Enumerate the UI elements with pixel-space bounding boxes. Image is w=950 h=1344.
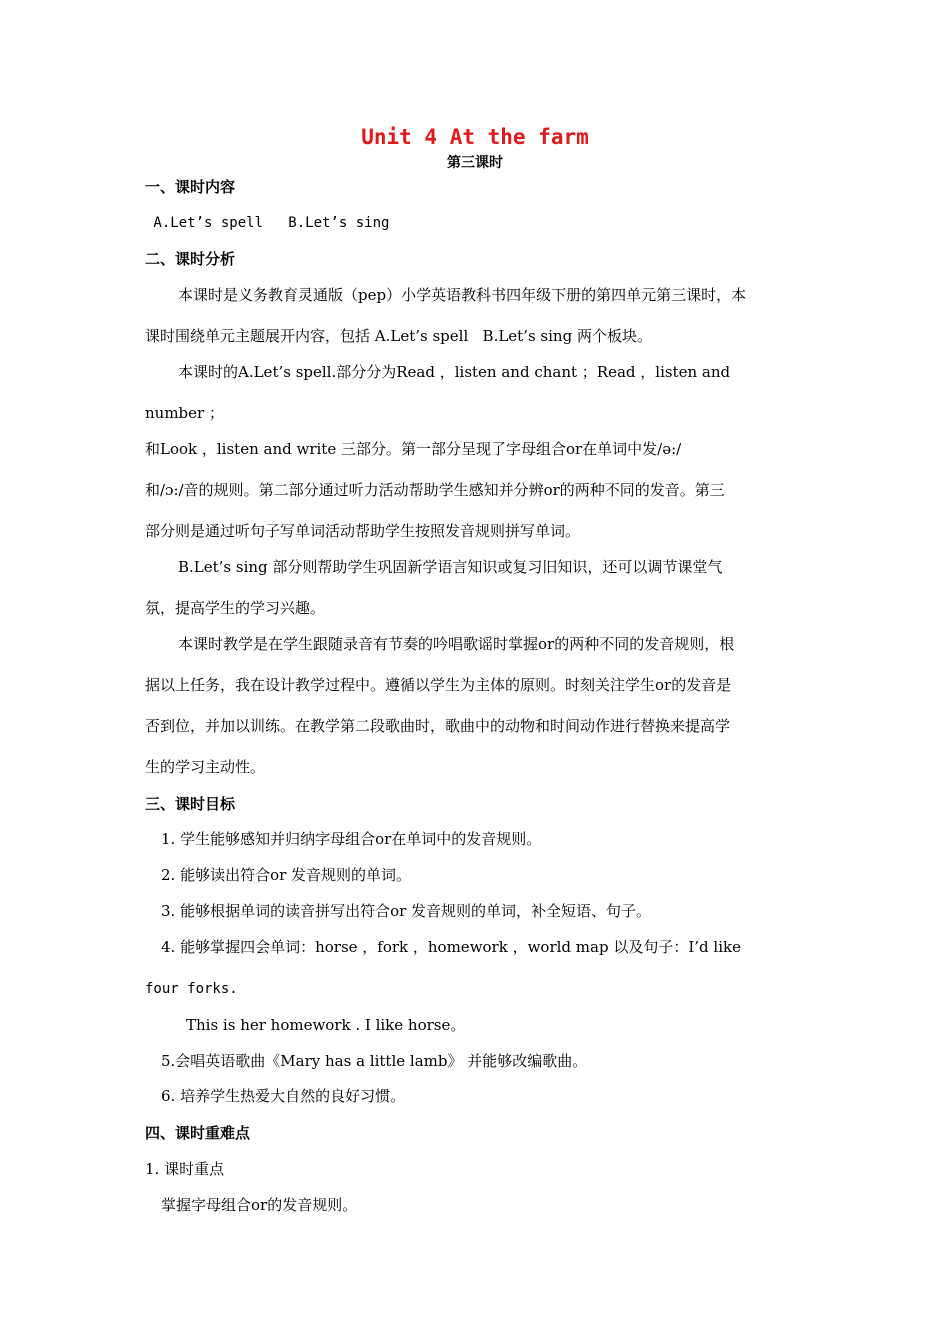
objective-item: 2. 能够读出符合or 发音规则的单词。 [161, 866, 412, 884]
paragraph-line: 部分则是通过听句子写单词活动帮助学生按照发音规则拼写单词。 [145, 522, 581, 540]
section-heading-content: 一、课时内容 [145, 178, 236, 196]
paragraph-line: 生的学习主动性。 [145, 758, 266, 776]
objective-item-continued: This is her homework . I like horse。 [186, 1016, 466, 1034]
section-heading-analysis: 二、课时分析 [145, 250, 236, 268]
paragraph-line: number ； [145, 404, 224, 422]
subheading-key-point: 1. 课时重点 [145, 1160, 225, 1178]
objective-item: 4. 能够掌握四会单词：horse ，fork ，homework ，world map 以及句子：I’d like [161, 938, 741, 956]
section-heading-key-points: 四、课时重难点 [145, 1124, 251, 1142]
objective-item: 1. 学生能够感知并归纳字母组合or在单词中的发音规则。 [161, 830, 542, 848]
paragraph-line: 和Look ，listen and write 三部分。第一部分呈现了字母组合or在单词中发/ə:/ [145, 440, 682, 458]
section-heading-objectives: 三、课时目标 [145, 795, 236, 813]
paragraph-line: 本课时教学是在学生跟随录音有节奏的吟唱歌谣时掌握or的两种不同的发音规则，根 [178, 635, 735, 653]
objective-item-continued: four forks. [145, 981, 238, 997]
objective-item: 3. 能够根据单词的读音拼写出符合or 发音规则的单词，补全短语、句子。 [161, 902, 652, 920]
key-point-content: 掌握字母组合or的发音规则。 [161, 1196, 358, 1214]
paragraph-line: 课时围绕单元主题展开内容，包括 A.Let’s spell B.Let’s sing 两个板块。 [145, 327, 652, 345]
section-content-text: A.Let’s spell B.Let’s sing [145, 215, 390, 231]
objective-item: 5.会唱英语歌曲《Mary has a little lamb》 并能够改编歌曲。 [161, 1052, 588, 1070]
paragraph-line: 本课时是义务教育灵通版（pep）小学英语教科书四年级下册的第四单元第三课时，本 [178, 286, 747, 304]
paragraph-line: 氛，提高学生的学习兴趣。 [145, 599, 326, 617]
paragraph-line: B.Let’s sing 部分则帮助学生巩固新学语言知识或复习旧知识，还可以调节课堂气 [178, 558, 723, 576]
paragraph-line: 和/ɔ:/音的规则。第二部分通过听力活动帮助学生感知并分辨or的两种不同的发音。第三 [145, 481, 725, 499]
paragraph-line: 本课时的A.Let’s spell.部分分为Read ，listen and chant ；Read ，listen and [178, 363, 731, 381]
paragraph-line: 据以上任务，我在设计教学过程中。遵循以学生为主体的原则。时刻关注学生or的发音是 [145, 676, 732, 694]
paragraph-line: 否到位，并加以训练。在教学第二段歌曲时，歌曲中的动物和时间动作进行替换来提高学 [145, 717, 731, 735]
document-subtitle: 第三课时 [447, 155, 503, 171]
objective-item: 6. 培养学生热爱大自然的良好习惯。 [161, 1087, 406, 1105]
document-title: Unit 4 At the farm [361, 125, 589, 149]
